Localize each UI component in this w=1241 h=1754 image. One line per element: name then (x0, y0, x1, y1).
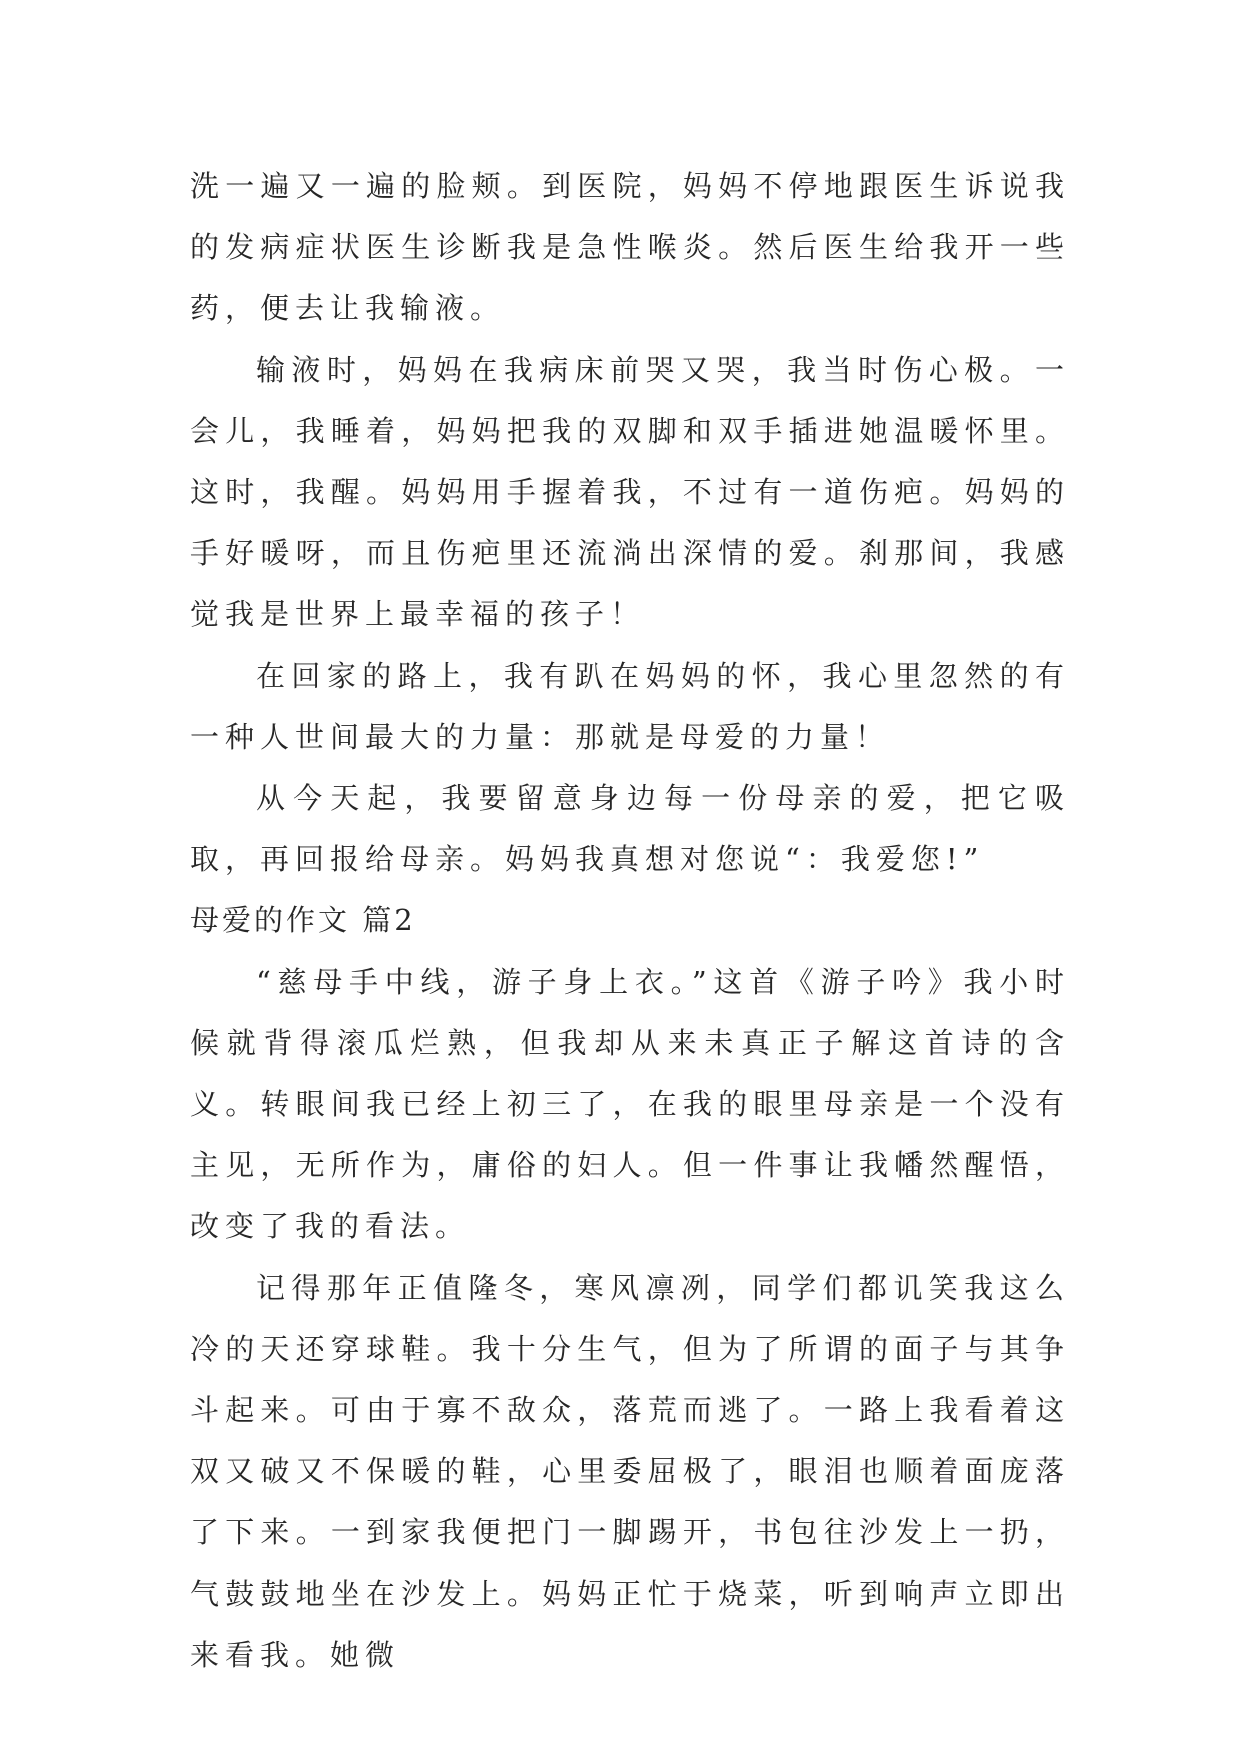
paragraph: 从今天起，我要留意身边每一份母亲的爱，把它吸取，再回报给母亲。妈妈我真想对您说“：我爱您!” (190, 781, 1070, 877)
document-body (190, 156, 1070, 1686)
paragraph: 记得那年正值隆冬，寒风凛冽，同学们都讥笑我这么冷的天还穿球鞋。我十分生气，但为了所谓的面子与其争斗起来。可由于寡不敌众，落荒而逃了。一路上我看着这双又破又不保暖的鞋，心里委屈极了，眼泪也顺着面庞落了下来。一到家我便把门一脚踢开，书包往沙发上一扔，气鼓鼓地坐在沙发上。妈妈正忙于烧菜，听到响声立即出来看我。她微 (190, 1270, 1070, 1672)
paragraph: 洗一遍又一遍的脸颊。到医院，妈妈不停地跟医生诉说我的发病症状医生诊断我是急性喉炎。然后医生给我开一些药，便去让我输液。 (190, 169, 1070, 326)
section-heading: 母爱的作文 篇2 (190, 903, 416, 938)
paragraph: 在回家的路上，我有趴在妈妈的怀，我心里忽然的有一种人世间最大的力量：那就是母爱的力量！ (190, 658, 1070, 754)
paragraph: 输液时，妈妈在我病床前哭又哭，我当时伤心极。一会儿，我睡着，妈妈把我的双脚和双手插进她温暖怀里。这时，我醒。妈妈用手握着我，不过有一道伤疤。妈妈的手好暖呀，而且伤疤里还流淌出深情的爱。刹那间，我感觉我是世界上最幸福的孩子！ (190, 352, 1070, 632)
paragraph: “慈母手中线，游子身上衣。”这首《游子吟》我小时候就背得滚瓜烂熟，但我却从来未真正子解这首诗的含义。转眼间我已经上初三了，在我的眼里母亲是一个没有主见，无所作为，庸俗的妇人。但一件事让我幡然醒悟，改变了我的看法。 (190, 964, 1070, 1244)
